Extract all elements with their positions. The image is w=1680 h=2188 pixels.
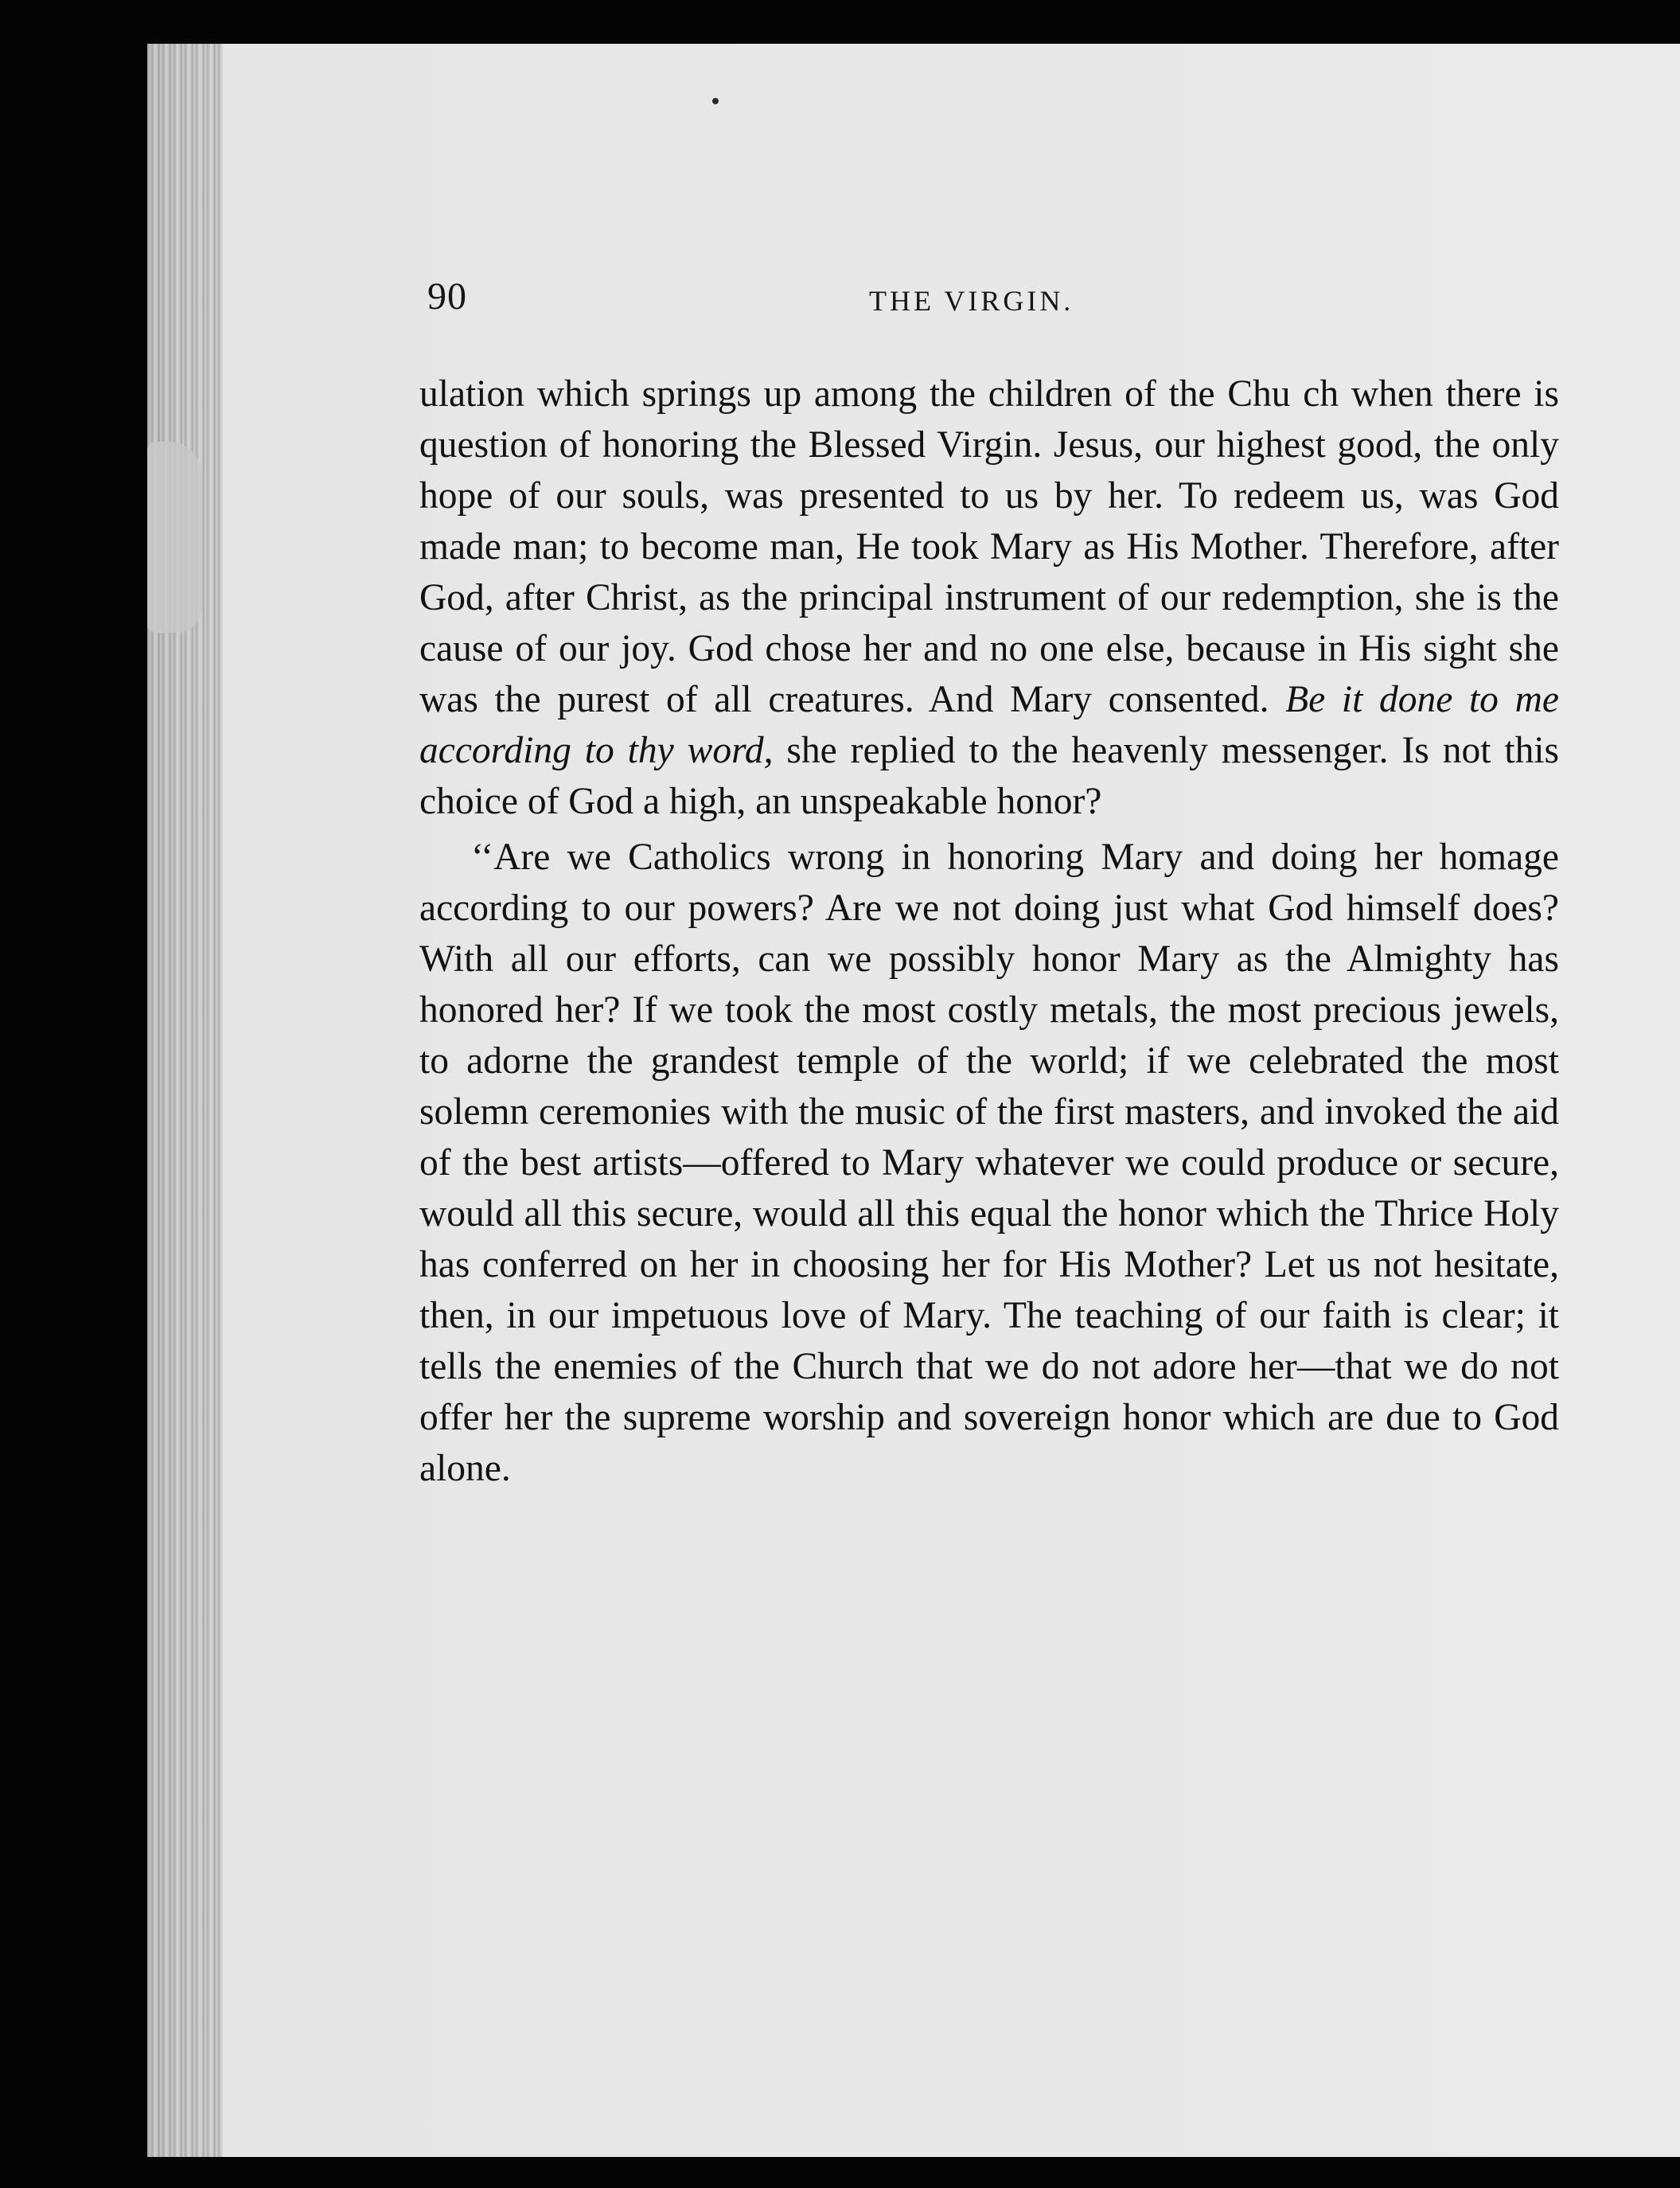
page-header (427, 275, 1557, 330)
paragraph-text: ulation which springs up among the children of the Chu ch when there is question of honoring the Blessed Virgin. Jesus, our highest good, the only hope of our souls, was presented to us by her. To redeem us, was God made man; to become man, He took Mary as His Mother. Therefore, after God, after Christ, as the principal instrument of our redemption, she is the cause of our joy. God chose her and no one else, because in His sight she was the purest of all creatures. And Mary consented. (419, 373, 1559, 720)
running-title: THE VIRGIN. (869, 285, 1074, 317)
italic-quote: Be it done to me according to thy word, (419, 679, 1559, 771)
speck (712, 98, 719, 104)
paragraph-text: she replied to the heavenly messenger. Is not this choice of God a high, an unspeakable honor? (419, 730, 1560, 822)
paragraph (419, 369, 1559, 827)
page-number: 90 (427, 275, 467, 318)
paper-scrap (147, 442, 201, 633)
paragraph: ‘‘Are we Catholics wrong in honoring Mary and doing her homage according to our powers? Are we not doing just what God himself does? With all our efforts, can we possibly honor Mary as the Almighty has honored her? If we took the most costly metals, the most precious jewels, to adorne the grandest temple of the world; if we celebrated the most solemn ceremonies with the music of the first masters, and invoked the aid of the best artists—offered to Mary whatever we could produce or secure, would all this secure, would all this equal the honor which the Thrice Holy has conferred on her in choosing her for His Mother? Let us not hesitate, then, in our impetuous love of Mary. The teaching of our faith is clear; it tells the enemies of the Church that we do not adore her—that we do not offer her the supreme worship and sovereign honor which are due to God alone. (419, 837, 1559, 1489)
body-text (419, 369, 1559, 1494)
page-gutter (147, 44, 223, 2157)
